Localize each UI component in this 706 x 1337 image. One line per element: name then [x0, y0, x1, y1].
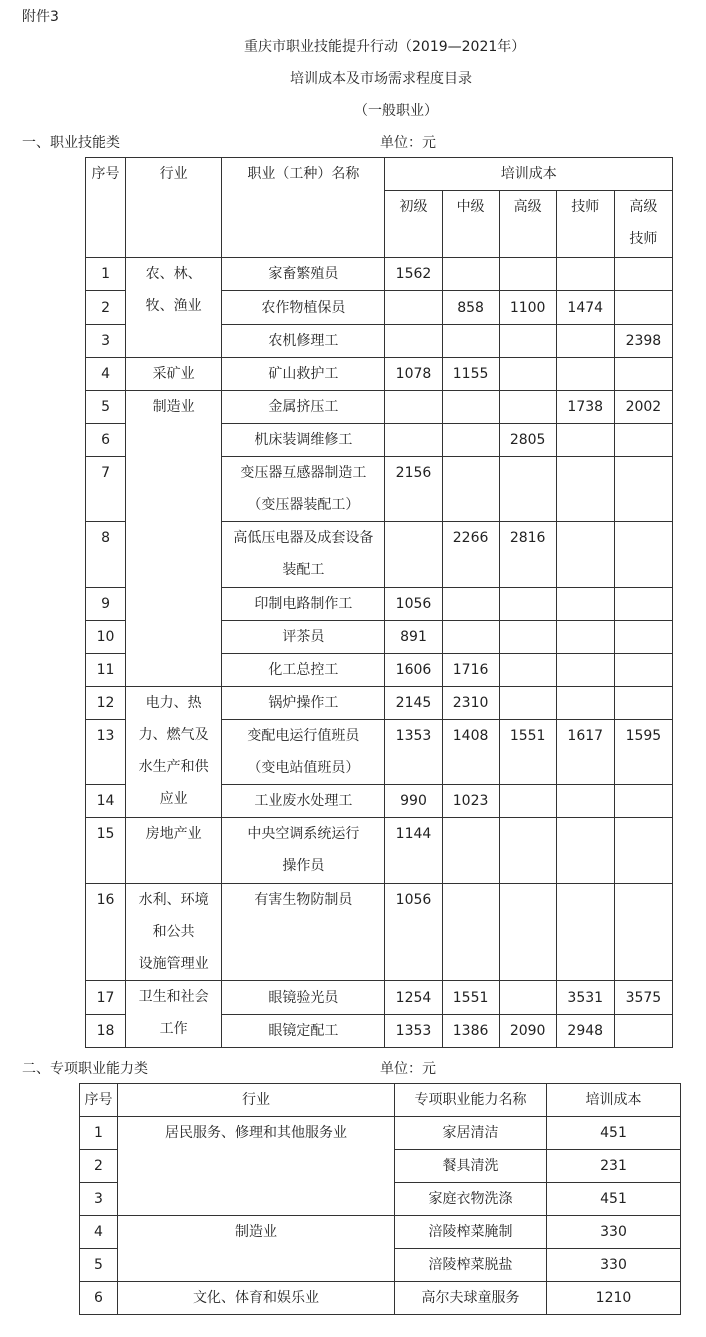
row-seq: 18: [86, 1015, 126, 1048]
cost-intermediate: [442, 621, 499, 654]
occupation-name: 金属挤压工: [222, 391, 385, 424]
training-cost: 330: [547, 1216, 681, 1249]
cost-intermediate: 1716: [442, 654, 499, 687]
cost-technician: [556, 687, 614, 720]
ability-name: 涪陵榨菜腌制: [395, 1216, 547, 1249]
cost-senior: [499, 818, 556, 884]
cost-intermediate: 1408: [442, 720, 499, 785]
occupation-name: 印制电路制作工: [222, 588, 385, 621]
ability-name: 家庭衣物洗涤: [395, 1183, 547, 1216]
cost-technician: 1617: [556, 720, 614, 785]
header-level-senior: 高级: [499, 191, 556, 258]
row-seq: 5: [80, 1249, 118, 1282]
row-seq: 9: [86, 588, 126, 621]
row-seq: 17: [86, 981, 126, 1015]
header-level-technician: 技师: [556, 191, 614, 258]
industry-agriculture: 农、林、 牧、渔业: [126, 258, 222, 358]
section2-heading: 二、专项职业能力类: [22, 1061, 148, 1077]
cost-intermediate: [442, 391, 499, 424]
row-seq: 6: [80, 1282, 118, 1315]
cost-intermediate: [442, 457, 499, 522]
cost-senior-technician: [614, 522, 672, 588]
cost-technician: [556, 621, 614, 654]
cost-technician: [556, 588, 614, 621]
cost-intermediate: 2266: [442, 522, 499, 588]
cost-intermediate: 2310: [442, 687, 499, 720]
row-seq: 12: [86, 687, 126, 720]
cost-intermediate: [442, 258, 499, 291]
cost-junior: 1056: [385, 588, 442, 621]
industry-water-environment: 水利、环境 和公共 设施管理业: [126, 884, 222, 981]
industry-real-estate: 房地产业: [126, 818, 222, 884]
header-industry: 行业: [126, 158, 222, 258]
header-seq: 序号: [86, 158, 126, 258]
cost-senior-technician: 2002: [614, 391, 672, 424]
cost-technician: [556, 325, 614, 358]
row-seq: 11: [86, 654, 126, 687]
header-seq: 序号: [80, 1084, 118, 1117]
row-seq: 4: [80, 1216, 118, 1249]
cost-senior: 1100: [499, 291, 556, 325]
industry-culture-sports: 文化、体育和娱乐业: [118, 1282, 395, 1315]
cost-senior-technician: [614, 1015, 672, 1048]
cost-senior: 1551: [499, 720, 556, 785]
cost-senior: [499, 358, 556, 391]
cost-technician: 1738: [556, 391, 614, 424]
cost-intermediate: 858: [442, 291, 499, 325]
cost-senior-technician: [614, 424, 672, 457]
cost-technician: [556, 785, 614, 818]
industry-mining: 采矿业: [126, 358, 222, 391]
cost-junior: 1056: [385, 884, 442, 981]
cost-intermediate: 1386: [442, 1015, 499, 1048]
cost-junior: [385, 325, 442, 358]
industry-power: 电力、热 力、燃气及 水生产和供 应业: [126, 687, 222, 818]
cost-senior: 2090: [499, 1015, 556, 1048]
cost-senior-technician: [614, 588, 672, 621]
special-ability-table: [79, 1083, 681, 1315]
cost-senior-technician: [614, 457, 672, 522]
cost-senior: [499, 258, 556, 291]
occupation-name: 眼镜验光员: [222, 981, 385, 1015]
row-seq: 5: [86, 391, 126, 424]
row-seq: 13: [86, 720, 126, 785]
row-seq: 16: [86, 884, 126, 981]
cost-technician: 1474: [556, 291, 614, 325]
industry-health-social: 卫生和社会 工作: [126, 981, 222, 1048]
cost-technician: [556, 654, 614, 687]
cost-intermediate: [442, 884, 499, 981]
occupation-name: 眼镜定配工: [222, 1015, 385, 1048]
cost-senior: [499, 391, 556, 424]
occupation-name: 锅炉操作工: [222, 687, 385, 720]
training-cost: 451: [547, 1183, 681, 1216]
ability-name: 餐具清洗: [395, 1150, 547, 1183]
cost-junior: 1562: [385, 258, 442, 291]
cost-senior: 2816: [499, 522, 556, 588]
cost-senior: [499, 785, 556, 818]
industry-resident-services: 居民服务、修理和其他服务业: [118, 1117, 395, 1216]
cost-technician: [556, 818, 614, 884]
cost-technician: [556, 424, 614, 457]
cost-senior-technician: [614, 654, 672, 687]
occupation-name: 矿山救护工: [222, 358, 385, 391]
cost-technician: [556, 522, 614, 588]
cost-technician: 2948: [556, 1015, 614, 1048]
cost-junior: 1606: [385, 654, 442, 687]
section1-heading: 一、职业技能类: [22, 135, 120, 151]
header-occupation: 职业（工种）名称: [222, 158, 385, 258]
row-seq: 3: [86, 325, 126, 358]
cost-senior-technician: 2398: [614, 325, 672, 358]
header-level-junior: 初级: [385, 191, 442, 258]
cost-senior-technician: [614, 258, 672, 291]
occupation-name: 变配电运行值班员 （变电站值班员）: [222, 720, 385, 785]
cost-technician: [556, 358, 614, 391]
document-subtitle-paren: （一般职业）: [354, 103, 438, 119]
occupation-name: 农作物植保员: [222, 291, 385, 325]
training-cost: 1210: [547, 1282, 681, 1315]
occupation-name: 高低压电器及成套设备 装配工: [222, 522, 385, 588]
industry-manufacturing: 制造业: [126, 391, 222, 687]
cost-senior-technician: [614, 291, 672, 325]
row-seq: 2: [80, 1150, 118, 1183]
ability-name: 家居清洁: [395, 1117, 547, 1150]
cost-intermediate: [442, 818, 499, 884]
cost-junior: 1144: [385, 818, 442, 884]
cost-senior-technician: 1595: [614, 720, 672, 785]
training-cost: 451: [547, 1117, 681, 1150]
cost-senior-technician: [614, 785, 672, 818]
cost-technician: 3531: [556, 981, 614, 1015]
cost-junior: 1353: [385, 720, 442, 785]
row-seq: 15: [86, 818, 126, 884]
cost-junior: 1078: [385, 358, 442, 391]
training-cost: 231: [547, 1150, 681, 1183]
row-seq: 7: [86, 457, 126, 522]
occupation-name: 家畜繁殖员: [222, 258, 385, 291]
cost-senior: [499, 325, 556, 358]
occupation-name: 工业废水处理工: [222, 785, 385, 818]
cost-senior-technician: [614, 818, 672, 884]
cost-senior-technician: [614, 621, 672, 654]
cost-intermediate: [442, 325, 499, 358]
row-seq: 4: [86, 358, 126, 391]
occupation-name: 评茶员: [222, 621, 385, 654]
cost-senior-technician: [614, 687, 672, 720]
cost-intermediate: [442, 424, 499, 457]
attachment-label: 附件3: [22, 9, 59, 25]
cost-senior: [499, 884, 556, 981]
header-level-senior-technician: 高级 技师: [614, 191, 672, 258]
cost-technician: [556, 457, 614, 522]
cost-senior: [499, 981, 556, 1015]
cost-technician: [556, 258, 614, 291]
header-training-cost: 培训成本: [385, 158, 673, 191]
industry-manufacturing: 制造业: [118, 1216, 395, 1282]
header-level-intermediate: 中级: [442, 191, 499, 258]
ability-name: 涪陵榨菜脱盐: [395, 1249, 547, 1282]
cost-intermediate: 1551: [442, 981, 499, 1015]
cost-senior: [499, 621, 556, 654]
document-title: 重庆市职业技能提升行动（2019—2021年）: [244, 39, 526, 55]
section1-unit: 单位：元: [380, 135, 436, 151]
occupation-name: 有害生物防制员: [222, 884, 385, 981]
occupation-name: 中央空调系统运行 操作员: [222, 818, 385, 884]
cost-senior: [499, 588, 556, 621]
cost-senior: [499, 654, 556, 687]
vocational-skills-table: [85, 157, 673, 1048]
section2-unit: 单位：元: [380, 1061, 436, 1077]
cost-intermediate: [442, 588, 499, 621]
row-seq: 14: [86, 785, 126, 818]
occupation-name: 机床装调维修工: [222, 424, 385, 457]
header-training-cost: 培训成本: [547, 1084, 681, 1117]
cost-senior-technician: 3575: [614, 981, 672, 1015]
header-ability-name: 专项职业能力名称: [395, 1084, 547, 1117]
cost-junior: 2145: [385, 687, 442, 720]
row-seq: 3: [80, 1183, 118, 1216]
row-seq: 1: [80, 1117, 118, 1150]
cost-intermediate: 1155: [442, 358, 499, 391]
row-seq: 1: [86, 258, 126, 291]
row-seq: 10: [86, 621, 126, 654]
cost-junior: 1254: [385, 981, 442, 1015]
cost-junior: [385, 424, 442, 457]
occupation-name: 化工总控工: [222, 654, 385, 687]
training-cost: 330: [547, 1249, 681, 1282]
row-seq: 8: [86, 522, 126, 588]
cost-senior: [499, 687, 556, 720]
cost-senior-technician: [614, 358, 672, 391]
header-industry: 行业: [118, 1084, 395, 1117]
cost-junior: [385, 291, 442, 325]
ability-name: 高尔夫球童服务: [395, 1282, 547, 1315]
cost-junior: 990: [385, 785, 442, 818]
document-subtitle: 培训成本及市场需求程度目录: [290, 71, 472, 87]
occupation-name: 农机修理工: [222, 325, 385, 358]
cost-junior: 2156: [385, 457, 442, 522]
cost-junior: 891: [385, 621, 442, 654]
cost-junior: [385, 522, 442, 588]
cost-senior: [499, 457, 556, 522]
cost-intermediate: 1023: [442, 785, 499, 818]
occupation-name: 变压器互感器制造工 （变压器装配工）: [222, 457, 385, 522]
row-seq: 2: [86, 291, 126, 325]
cost-technician: [556, 884, 614, 981]
cost-senior-technician: [614, 884, 672, 981]
cost-junior: 1353: [385, 1015, 442, 1048]
cost-junior: [385, 391, 442, 424]
cost-senior: 2805: [499, 424, 556, 457]
row-seq: 6: [86, 424, 126, 457]
